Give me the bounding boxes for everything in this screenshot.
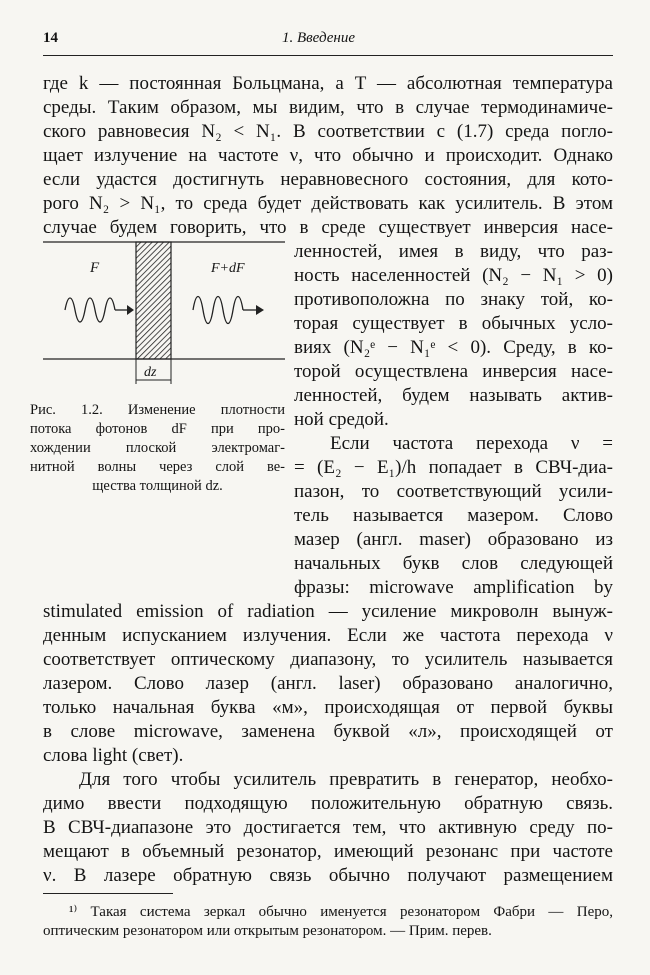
text-line: среды. Таким образом, мы видим, что в случае термодинамиче- xyxy=(43,97,613,118)
figure-caption-line: потока фотонов dF при про- xyxy=(30,421,285,437)
text-line: соответствует оптическому диапазону, то усилитель называется xyxy=(43,649,613,670)
figure-1-2 xyxy=(43,232,285,390)
text-line: димо ввести подходящую положительную обратную связь. xyxy=(43,793,613,814)
text-line: ленностей, имея в виду, что раз- xyxy=(294,241,613,262)
text-line: начальных букв слов следующей xyxy=(294,553,613,574)
arrowhead-right xyxy=(256,305,264,315)
text-line: торая существует в обычных усло- xyxy=(294,313,613,334)
figure-caption-line: хождении плоской электромаг- xyxy=(30,440,285,456)
footnote-line: оптическим резонатором или открытым резонатором. — Прим. перев. xyxy=(43,923,492,939)
figure-caption-line: нитной волны через слой ве- xyxy=(30,459,285,475)
text-line: В СВЧ-диапазоне это достигается тем, что активную среду по- xyxy=(43,817,613,838)
text-line: stimulated emission of radiation — усиление микроволн вынуж- xyxy=(43,601,613,622)
arrowhead-left xyxy=(127,305,134,315)
text-line: щает излучение на частоте ν, что обычно и происходит. Однако xyxy=(43,145,613,166)
text-line: противоположна по знаку той, ко- xyxy=(294,289,613,310)
text-line: где k — постоянная Больцмана, а T — абсолютная температура xyxy=(43,73,613,94)
text-line: если удастся достигнуть неравновесного состояния, для кото- xyxy=(43,169,613,190)
medium-slab xyxy=(136,242,171,359)
header-rule xyxy=(43,55,613,56)
text-line: ность населенностей (N₂ − N₁ > 0) xyxy=(294,265,613,286)
text-line: Для того чтобы усилитель превратить в генератор, необхо- xyxy=(79,769,613,790)
text-line: рого N₂ > N₁, то среда будет действовать как усилитель. В этом xyxy=(43,193,613,214)
text-line: лазером. Слово лазер (англ. laser) образовано аналогично, xyxy=(43,673,613,694)
text-line: в слове microwave, заменена буквой «л», происходящей от xyxy=(43,721,613,742)
text-line: мещают в объемный резонатор, имеющий резонанс при частоте xyxy=(43,841,613,862)
figure-caption-line: Рис. 1.2. Изменение плотности xyxy=(30,402,285,418)
flux-label-right: F+dF xyxy=(211,261,245,276)
text-line: ленностей, будем называть актив- xyxy=(294,385,613,406)
footnote-line: ¹⁾ Такая система зеркал обычно именуется резонатором Фабри — Перо, xyxy=(69,904,613,920)
text-line: торой осуществлена инверсия насе- xyxy=(294,361,613,382)
text-line: случае будем говорить, что в среде существует инверсия насе- xyxy=(43,217,613,238)
text-line: = (E₂ − E₁)/h попадает в СВЧ-диа- xyxy=(294,457,613,478)
text-line: Если частота перехода ν = xyxy=(330,433,613,454)
text-line: тель называется мазером. Слово xyxy=(294,505,613,526)
flux-label-left: F xyxy=(90,260,100,276)
text-line: ского равновесия N₂ < N₁. В соответствии с (1.7) среда погло- xyxy=(43,121,613,142)
text-line: денным испусканием излучения. Если же частота перехода ν xyxy=(43,625,613,646)
figure-diagram xyxy=(43,232,285,390)
text-line: слова light (свет). xyxy=(43,745,184,766)
text-line: виях (N₂ᵉ − N₁ᵉ < 0). Среду, в ко- xyxy=(294,337,613,358)
text-line: мазер (англ. maser) образовано из xyxy=(294,529,613,550)
wave-left xyxy=(65,298,115,322)
text-line: пазон, то соответствующий усили- xyxy=(294,481,613,502)
text-line: ной средой. xyxy=(294,409,389,430)
text-line: ν. В лазере обратную связь обычно получают размещением xyxy=(43,865,613,886)
page-number: 14 xyxy=(43,30,58,46)
figure-caption-line: щества толщиной dz. xyxy=(92,478,223,494)
text-line: фразы: microwave amplification by xyxy=(294,577,613,598)
wave-right xyxy=(193,297,243,324)
chapter-title: 1. Введение xyxy=(282,30,355,46)
text-line: только начальная буква «м», происходящая от первой буквы xyxy=(43,697,613,718)
dimension-label: dz xyxy=(144,365,157,380)
footnote-rule xyxy=(43,893,173,894)
